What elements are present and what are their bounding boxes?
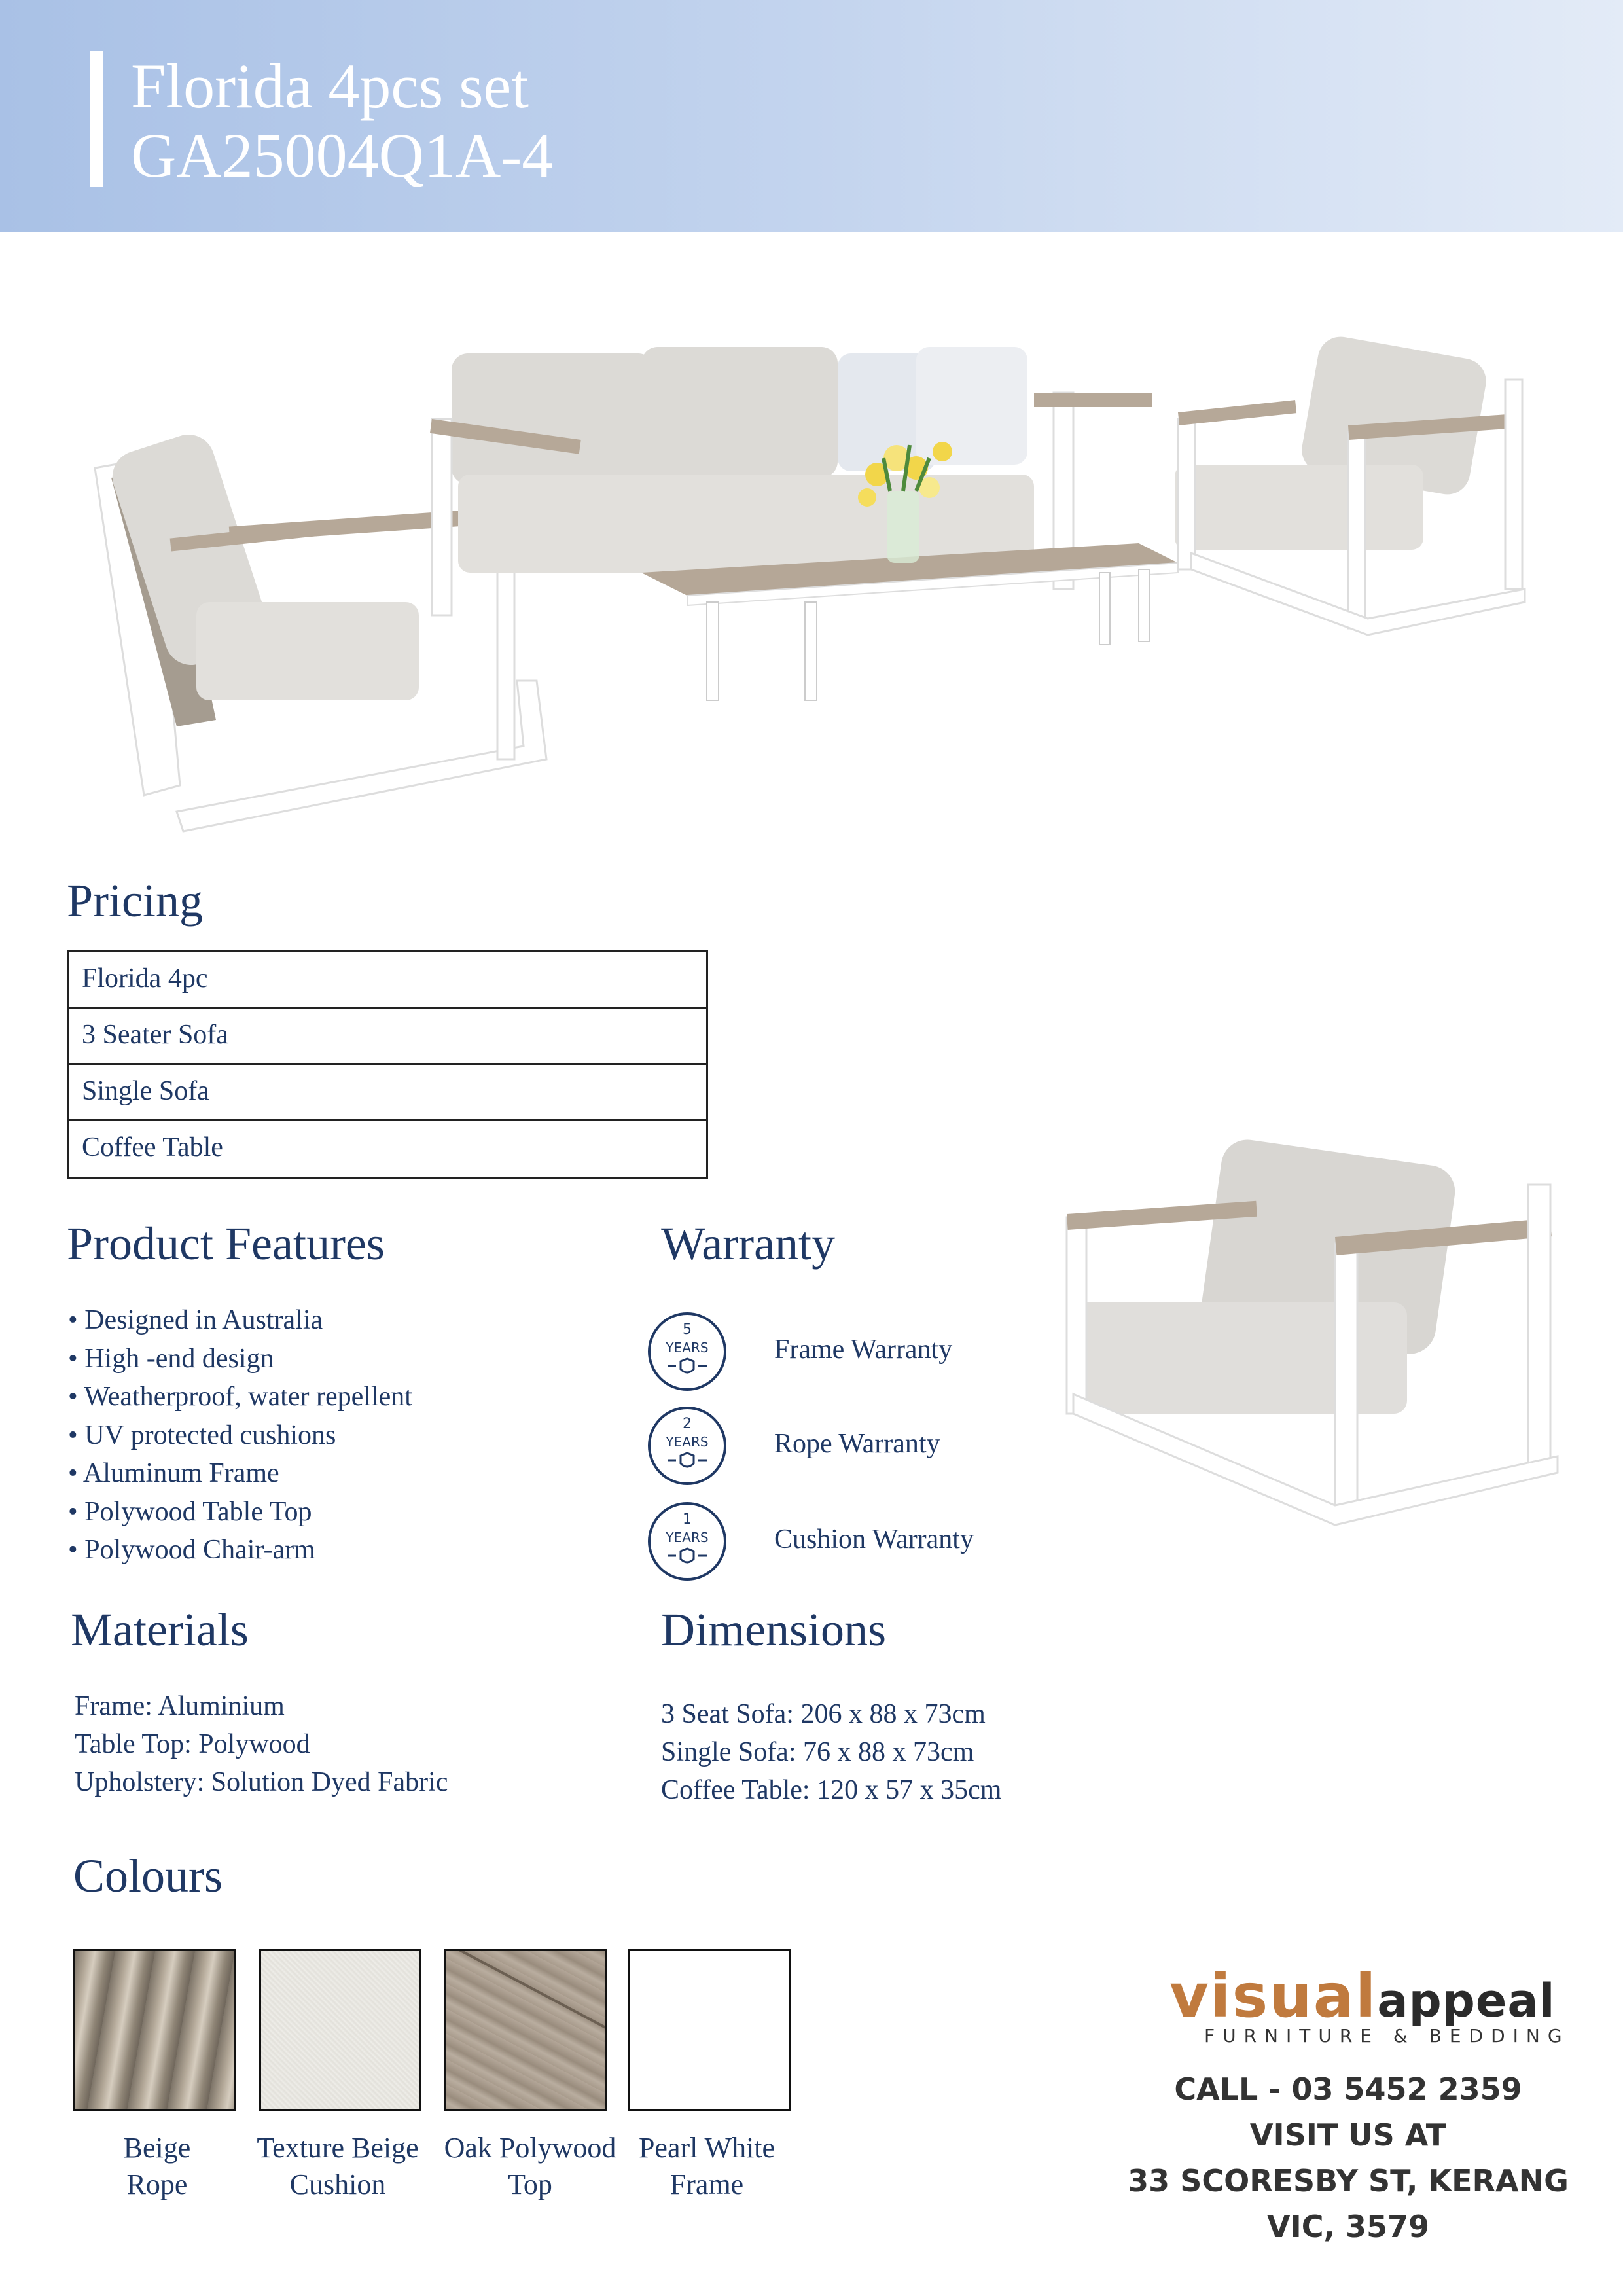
product-title: Florida 4pcs set [131,51,529,121]
brand-logo [1169,1961,1556,2031]
dimensions-list [661,1695,1001,1809]
logo-visual: visual [1169,1961,1378,2031]
contact-phone: CALL - 03 5452 2359 [1174,2072,1522,2107]
swatch-beige-rope [73,1949,236,2111]
swatch-label-texture-beige: Texture Beige Cushion [257,2132,419,2200]
pricing-row-florida: Florida 4pc [69,952,706,1009]
features-list [68,1301,412,1570]
pricing-row-single-sofa: Single Sofa [69,1065,706,1121]
contact-street: 33 SCORESBY ST, KERANG [1128,2163,1569,2198]
pricing-table [67,950,708,1179]
svg-text:2: 2 [683,1416,692,1432]
feature-item: • Aluminum Frame [68,1458,279,1488]
warranty-rope [645,1403,1037,1488]
warranty-label: Rope Warranty [774,1429,940,1459]
right-armchair-illustration [1175,333,1525,635]
header-banner [0,0,1623,232]
svg-text:YEARS: YEARS [666,1340,709,1355]
feature-item: • Polywood Chair-arm [68,1535,315,1565]
feature-item: • UV protected cushions [68,1420,336,1450]
warranty-label: Cushion Warranty [774,1524,974,1554]
swatch-label-beige-rope: Beige Rope [123,2132,191,2200]
shield-badge-icon [645,1403,730,1488]
contact-visit: VISIT US AT [1249,2117,1447,2153]
material-line: Table Top: Polywood [75,1729,310,1759]
features-heading: Product Features [67,1217,385,1270]
warranty-cushion [645,1499,1037,1584]
dimension-line: 3 Seat Sofa: 206 x 88 x 73cm [661,1699,986,1729]
swatch-label-pearl-white: Pearl White Frame [638,2132,776,2200]
shield-badge-icon [645,1309,730,1394]
logo-appeal: appeal [1377,1974,1556,2028]
swatch-oak-polywood [444,1949,607,2111]
svg-text:1: 1 [683,1511,692,1528]
pricing-heading: Pricing [67,874,203,927]
feature-item: • High -end design [68,1343,274,1374]
svg-text:YEARS: YEARS [666,1530,709,1545]
material-line: Upholstery: Solution Dyed Fabric [75,1767,448,1797]
dimension-line: Single Sofa: 76 x 88 x 73cm [661,1737,974,1767]
dimensions-heading: Dimensions [661,1604,887,1656]
contact-city: VIC, 3579 [1267,2209,1429,2244]
product-code: GA25004Q1A-4 [131,120,554,190]
feature-item: • Weatherproof, water repellent [68,1382,412,1412]
swatch-label-oak-polywood: Oak Polywood Top [444,2132,616,2200]
brand-tagline: FURNITURE & BEDDING [1204,2025,1570,2047]
feature-item: • Designed in Australia [68,1305,323,1335]
swatch-texture-beige [259,1949,421,2111]
warranty-frame [645,1309,1037,1394]
colours-heading: Colours [73,1850,223,1902]
materials-list [75,1687,448,1801]
header-accent-bar [90,51,103,187]
hero-set-photo [65,327,1558,851]
material-line: Frame: Aluminium [75,1691,285,1721]
pricing-row-coffee-table: Coffee Table [82,1132,223,1162]
shield-badge-icon [645,1499,730,1584]
single-chair-photo [1047,1132,1584,1558]
warranty-label: Frame Warranty [774,1335,953,1365]
feature-item: • Polywood Table Top [68,1496,312,1527]
swatch-pearl-white [628,1949,791,2111]
svg-text:YEARS: YEARS [666,1434,709,1450]
dimension-line: Coffee Table: 120 x 57 x 35cm [661,1775,1002,1805]
materials-heading: Materials [71,1604,249,1656]
pricing-row-3-seater: 3 Seater Sofa [69,1009,706,1065]
warranty-heading: Warranty [661,1217,836,1270]
svg-text:5: 5 [683,1321,692,1338]
